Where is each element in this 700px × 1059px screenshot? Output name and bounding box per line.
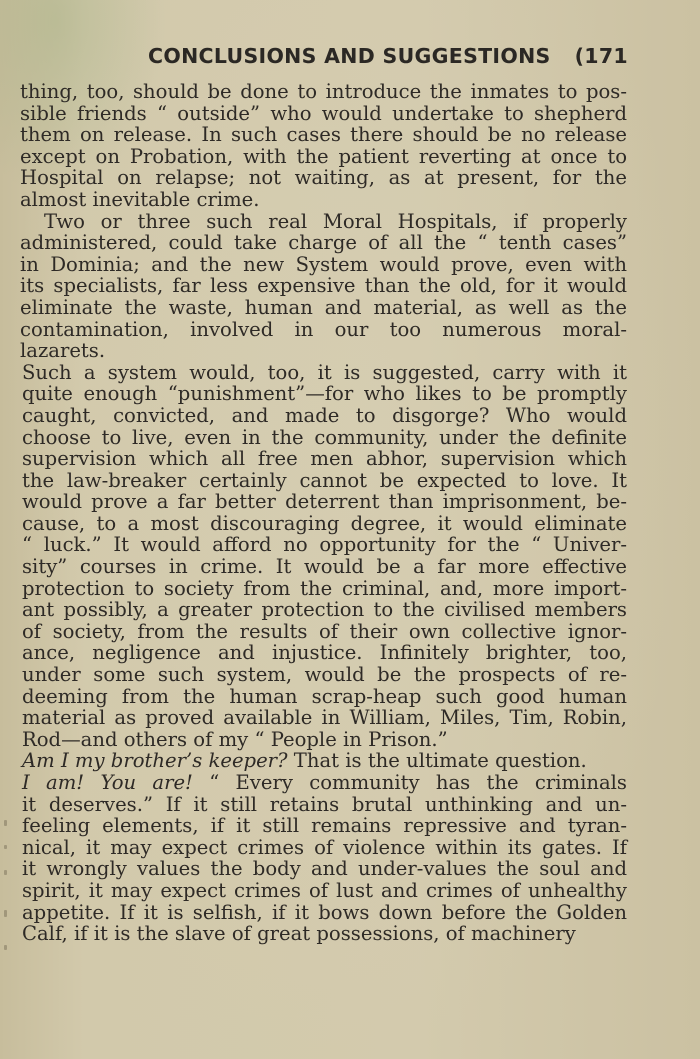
text-line: Calf, if it is the slave of great possessions, of machinery [22,922,576,946]
text-line: feeling elements, if it still remains repressive and tyran- [22,814,627,838]
paper-speck [4,870,7,875]
text-line: appetite. If it is selfish, if it bows down before the Golden [22,900,627,924]
text-line: choose to live, even in the community, under the definite [22,425,627,449]
text-run: That is the ultimate question. [287,749,587,773]
text-run: “ Every community has the criminals [192,771,627,794]
text-line: almost inevitable crime. [20,187,260,211]
text-line: ance, negligence and injustice. Infinitely brighter, too, [22,641,627,665]
text-line: Such a system would, too, it is suggested, carry with it [22,360,627,384]
text-line: deeming from the human scrap-heap such good human [22,684,627,708]
paragraph [20,211,627,362]
text-line: administered, could take charge of all the “ tenth cases” [20,231,627,255]
text-line: sible friends “ outside” who would undertake to shepherd [20,101,627,125]
text-line: sity” courses in crime. It would be a far more effective [22,555,627,579]
text-line: thing, too, should be done to introduce the inmates to pos- [20,80,627,103]
text-line: supervision which all free men abhor, supervision which [22,447,627,471]
text-line: cause, to a most discouraging degree, it would eliminate [22,511,627,535]
paper-speck [4,845,7,849]
text-line: it deserves.” If it still retains brutal unthinking and un- [22,792,627,816]
chapter-title: CONCLUSIONS AND SUGGESTIONS [148,44,551,68]
paragraph [20,772,627,945]
text-line [20,750,627,772]
paragraph [20,81,627,211]
text-line: caught, convicted, and made to disgorge? Who would [22,403,627,427]
paper-speck [4,945,7,950]
text-line: Rod—and others of my “ People in Prison.” [22,727,448,751]
text-line: material as proved available in William, Miles, Tim, Robin, [22,706,627,730]
text-line [20,772,627,794]
body-text [20,81,627,945]
text-line: it wrongly values the body and under-values the soul and [22,857,627,881]
text-line: contamination, involved in our too numerous moral- [20,317,627,341]
italic-phrase: I am! You are! [22,771,193,794]
text-line: the law-breaker certainly cannot be expected to love. It [22,468,627,492]
paper-speck [4,910,7,917]
page-number: (171 [574,44,628,68]
text-line: would prove a far better deterrent than imprisonment, be- [22,490,627,514]
paper-speck [4,820,7,826]
text-line: spirit, it may expect crimes of lust and crimes of unhealthy [22,878,627,902]
text-line: of society, from the results of their own collective ignor- [22,619,627,643]
text-line: nical, it may expect crimes of violence within its gates. If [22,835,627,859]
text-line: ant possibly, a greater protection to the civilised members [22,598,627,622]
text-line: its specialists, far less expensive than the old, for it would [20,274,627,298]
text-line: them on release. In such cases there should be no release [20,123,627,147]
text-line: lazarets. [20,339,106,363]
text-line: except on Probation, with the patient reverting at once to [20,144,627,168]
text-line: quite enough “punishment”—for who likes to be promptly [22,382,627,406]
paragraph [20,362,627,751]
text-line: under some such system, would be the prospects of re- [22,663,627,687]
italic-phrase: Am I my brother’s keeper? [22,749,288,773]
paragraph [20,750,627,772]
text-line: eliminate the waste, human and material, as well as the [20,295,627,319]
text-line: “ luck.” It would afford no opportunity for the “ Univer- [22,533,627,557]
text-line: Hospital on relapse; not waiting, as at present, for the [20,166,627,190]
running-head [150,44,628,68]
text-line: Two or three such real Moral Hospitals, if properly [44,209,627,233]
text-line: in Dominia; and the new System would prove, even with [20,252,627,276]
text-line: protection to society from the criminal, and, more import- [22,576,627,600]
